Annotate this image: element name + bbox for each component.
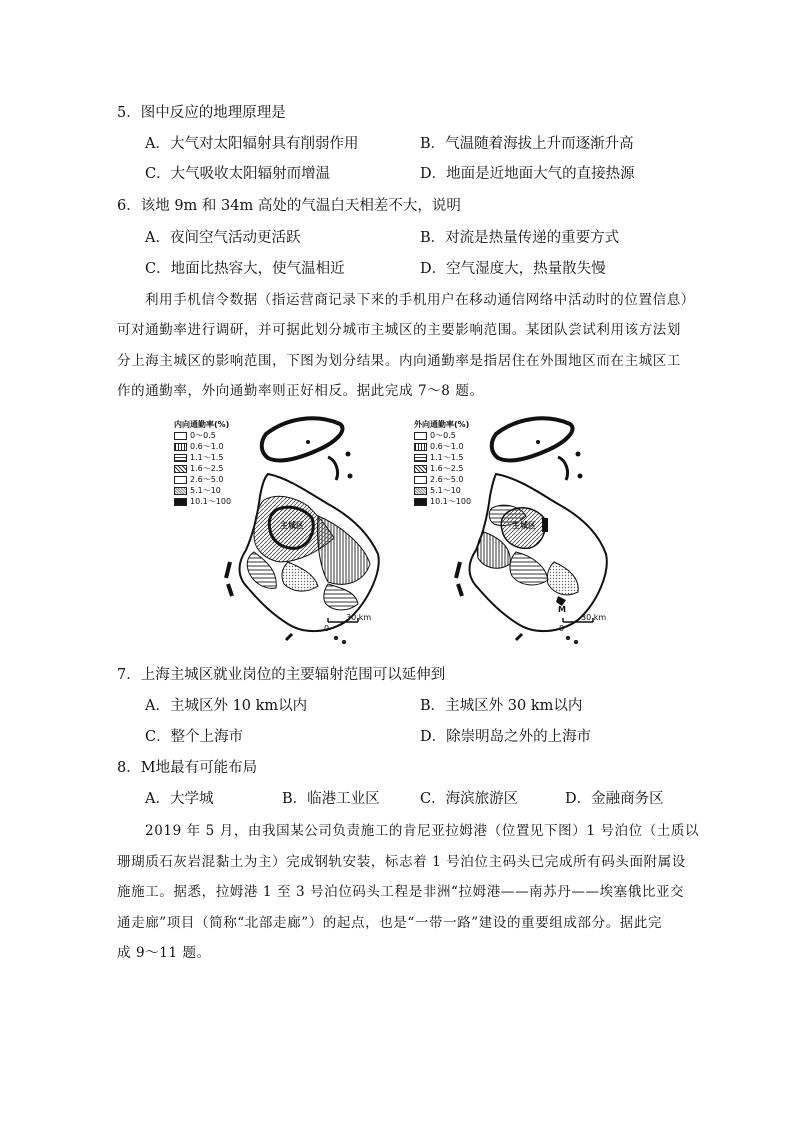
legend-row — [174, 463, 231, 474]
legend-swatch — [414, 432, 427, 440]
legend-label: 10.1～100 — [430, 497, 472, 506]
intro2-line-4: 通走廊”项目（简称“北部走廊”）的起点，也是“一带一路”建设的重要组成部分。据此完 — [117, 915, 663, 931]
intro2-line-1: 2019 年 5 月，由我国某公司负责施工的肯尼亚拉姆港（位置见下图）1 号泊位（土质以 — [145, 823, 700, 839]
intro1-line-2: 可对通勤率进行调研，并可据此划分城市主城区的主要影响范围。某团队尝试利用该方法划 — [117, 322, 681, 338]
legend-row — [174, 441, 231, 452]
question-8-stem: 8．M地最有可能布局 — [117, 760, 258, 776]
intro2-line-5: 成 9～11 题。 — [117, 945, 211, 961]
legend-row — [414, 452, 471, 463]
legend-row — [414, 474, 471, 485]
question-6-option-d: D．空气湿度大，热量散失慢 — [420, 261, 606, 277]
legend-label: 1.1～1.5 — [190, 453, 224, 462]
legend-row — [414, 463, 471, 474]
inward-map-legend — [174, 420, 231, 507]
question-7-option-b: B．主城区外 30 km以内 — [420, 698, 583, 714]
legend-swatch — [414, 465, 427, 473]
legend-label: 0.6～1.0 — [430, 442, 464, 451]
outward-legend-title: 外向通勤率(%) — [414, 420, 470, 429]
legend-label: 0～0.5 — [430, 431, 456, 440]
intro1-line-1: 利用手机信令数据（指运营商记录下来的手机用户在移动通信网络中活动时的位置信息） — [145, 292, 695, 308]
legend-swatch — [414, 443, 427, 451]
legend-row — [174, 485, 231, 496]
legend-label: 1.6～2.5 — [430, 464, 464, 473]
outward-map-scale-zero: 0 — [559, 624, 565, 633]
outward-map-scale-label: 30 km — [581, 613, 607, 622]
legend-label: 5.1～10 — [190, 486, 221, 495]
legend-label: 0～0.5 — [190, 431, 216, 440]
question-5-option-b: B．气温随着海拔上升而逐渐升高 — [420, 136, 634, 152]
legend-row — [414, 441, 471, 452]
outward-map-m-label: M — [558, 605, 566, 614]
legend-swatch — [414, 454, 427, 462]
legend-swatch — [174, 443, 187, 451]
legend-swatch — [414, 498, 427, 506]
legend-label: 1.6～2.5 — [190, 464, 224, 473]
legend-row — [174, 496, 231, 507]
inward-map-core-label: 主城区 — [280, 521, 304, 530]
inward-map-scale-label: 30 km — [346, 613, 372, 622]
question-7-stem: 7．上海主城区就业岗位的主要辐射范围可以延伸到 — [117, 667, 446, 683]
question-6-option-c: C．地面比热容大，使气温相近 — [145, 261, 345, 277]
question-6-option-b: B．对流是热量传递的重要方式 — [420, 230, 620, 246]
inward-map-scale-zero: 0 — [324, 624, 330, 633]
legend-row — [174, 430, 231, 441]
commute-rate-maps — [168, 412, 638, 647]
legend-swatch — [414, 476, 427, 484]
intro2-line-2: 珊瑚质石灰岩混黏土为主）完成钢轨安装，标志着 1 号泊位主码头已完成所有码头面附属设 — [117, 854, 686, 870]
question-7-option-d: D．除崇明岛之外的上海市 — [420, 729, 592, 745]
inward-commute-map — [168, 412, 398, 647]
legend-row — [414, 496, 471, 507]
legend-label: 2.6～5.0 — [190, 475, 224, 484]
question-5-option-c: C．大气吸收太阳辐射而增温 — [145, 166, 331, 182]
question-7-option-c: C．整个上海市 — [145, 729, 244, 745]
legend-row — [414, 485, 471, 496]
legend-row — [414, 430, 471, 441]
intro1-line-3: 分上海主城区的影响范围，下图为划分结果。内向通勤率是指居住在外围地区而在主城区工 — [117, 353, 681, 369]
legend-label: 1.1～1.5 — [430, 453, 464, 462]
outward-map-legend — [414, 420, 471, 507]
legend-swatch — [174, 498, 187, 506]
legend-row — [174, 474, 231, 485]
question-7-option-a: A．主城区外 10 km以内 — [145, 698, 308, 714]
question-8-option-b: B．临港工业区 — [282, 791, 380, 807]
outward-map-core-label: 主城区 — [512, 521, 536, 530]
legend-label: 0.6～1.0 — [190, 442, 224, 451]
legend-swatch — [174, 476, 187, 484]
legend-swatch — [174, 465, 187, 473]
legend-row — [174, 452, 231, 463]
legend-label: 5.1～10 — [430, 486, 461, 495]
outward-commute-map — [408, 412, 638, 647]
question-5-option-a: A．大气对太阳辐射具有削弱作用 — [145, 136, 359, 152]
inward-legend-title: 内向通勤率(%) — [174, 420, 230, 429]
legend-swatch — [174, 432, 187, 440]
legend-swatch — [174, 487, 187, 495]
question-8-option-a: A．大学城 — [145, 791, 214, 807]
legend-swatch — [414, 487, 427, 495]
intro2-line-3: 施施工。据悉，拉姆港 1 至 3 号泊位码头工程是非洲“拉姆港——南苏丹——埃塞俄比亚交 — [117, 884, 685, 900]
question-5-option-d: D．地面是近地面大气的直接热源 — [420, 166, 635, 182]
question-6-option-a: A．夜间空气活动更活跃 — [145, 230, 301, 246]
question-8-option-c: C．海滨旅游区 — [420, 791, 519, 807]
legend-swatch — [174, 454, 187, 462]
question-5-stem: 5．图中反应的地理原理是 — [117, 105, 286, 121]
question-6-stem: 6．该地 9m 和 34m 高处的气温白天相差不大，说明 — [117, 198, 461, 214]
intro1-line-4: 作的通勤率，外向通勤率则正好相反。据此完成 7～8 题。 — [117, 383, 484, 399]
question-8-option-d: D．金融商务区 — [565, 791, 664, 807]
legend-label: 2.6～5.0 — [430, 475, 464, 484]
legend-label: 10.1～100 — [190, 497, 232, 506]
